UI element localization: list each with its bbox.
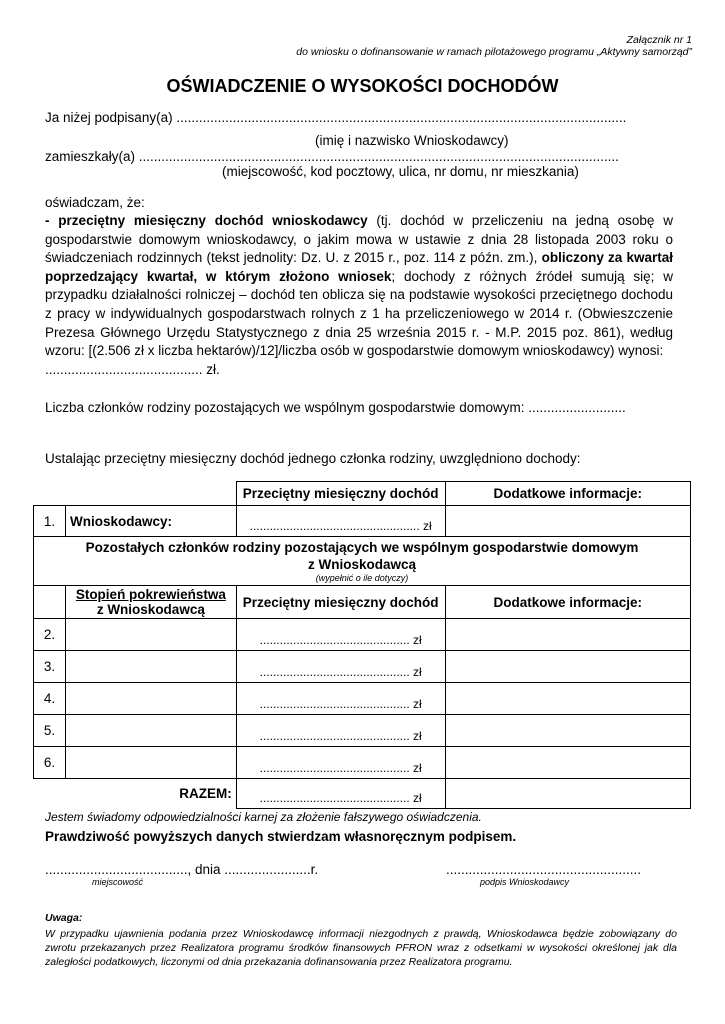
others-title xyxy=(34,537,691,586)
row-number: 1. xyxy=(34,506,66,537)
applicant-name-hint: (imię i nazwisko Wnioskodawcy) xyxy=(315,133,509,148)
place-hint: miejscowość xyxy=(92,877,144,887)
relation-field[interactable] xyxy=(65,651,236,683)
note-text: W przypadku ujawnienia podania przez Wnioskodawcę informacji niezgodnych z prawdą, Wnioskodawca będzie zobowiązany do zwrotu przekazanych przez Realizatora programu środków finansowych PFRON wraz z odsetkami w wysokości określonej jak dla zaległości podatkowych, liczonymi od dnia przekazania dofinansowania przez Realizatora programu. xyxy=(45,928,677,968)
col-info-header-2: Dodatkowe informacje: xyxy=(445,586,690,619)
signature-line[interactable]: .................................................... xyxy=(446,862,642,877)
others-title-row xyxy=(34,537,691,586)
declaration-text-1: (tj. dochód w przeliczeniu na jedną osobę w gospodarstwie domowym wnioskodawcy, o jakim mowa w ustawie z dnia 28 listopada 2003 roku o świadczeniach rodzinnych (tekst jednolity: Dz. U. z 2015 r., poz. 114 z późn. zm.), xyxy=(45,213,673,266)
total-info-field[interactable] xyxy=(445,779,690,809)
info-field[interactable] xyxy=(445,747,690,779)
col-relation-header xyxy=(65,586,236,619)
table-row xyxy=(34,747,691,779)
residence-line[interactable]: zamieszkały(a) ................................................................................................................................ xyxy=(45,149,619,164)
info-field[interactable] xyxy=(445,619,690,651)
members-count-line[interactable]: Liczba członków rodziny pozostających we wspólnym gospodarstwie domowym: .......................... xyxy=(45,400,626,415)
col-income-header: Przeciętny miesięczny dochód xyxy=(236,482,445,506)
applicant-income-field[interactable]: ................................................... zł xyxy=(236,506,445,537)
liability-statement: Jestem świadomy odpowiedzialności karnej za złożenie fałszywego oświadczenia. xyxy=(45,810,482,824)
info-field[interactable] xyxy=(445,651,690,683)
annex-description: do wniosku o dofinansowanie w ramach pilotażowego programu „Aktywny samorząd” xyxy=(296,46,692,58)
declaration-bold-2: obliczony za kwartał poprzedzający kwartał, w którym złożono wniosek xyxy=(45,250,673,284)
truth-statement: Prawdziwość powyższych danych stwierdzam własnoręcznym podpisem. xyxy=(45,829,517,844)
income-field[interactable]: ............................................. zł xyxy=(236,619,445,651)
signature-hint: podpis Wnioskodawcy xyxy=(480,877,570,887)
place-date-line[interactable]: ......................................, dnia .......................r. xyxy=(45,862,319,877)
total-income-field[interactable]: ............................................. zł xyxy=(236,779,445,809)
empty-number-header xyxy=(34,586,66,619)
note-title: Uwaga: xyxy=(45,912,83,924)
table-row xyxy=(34,683,691,715)
others-title-line-1: Pozostałych członków rodziny pozostających we wspólnym gospodarstwie domowym xyxy=(85,540,639,555)
applicant-label: Wnioskodawcy: xyxy=(65,506,236,537)
income-field[interactable]: ............................................. zł xyxy=(236,747,445,779)
total-label: RAZEM: xyxy=(65,779,236,809)
page-title: OŚWIADCZENIE O WYSOKOŚCI DOCHODÓW xyxy=(166,76,559,96)
declaration-income-fill[interactable]: .......................................... zł. xyxy=(45,361,220,377)
row-number: 3. xyxy=(34,651,66,683)
declaration-paragraph xyxy=(45,212,673,379)
others-title-line-2: z Wnioskodawcą xyxy=(307,557,417,572)
relation-field[interactable] xyxy=(65,683,236,715)
table-row xyxy=(34,619,691,651)
income-field[interactable]: ............................................. zł xyxy=(236,715,445,747)
applicant-info-field[interactable] xyxy=(445,506,690,537)
income-field[interactable]: ............................................. zł xyxy=(236,683,445,715)
relation-field[interactable] xyxy=(65,715,236,747)
col-relation-line-1: Stopień pokrewieństwa xyxy=(75,587,226,602)
col-income-header-2: Przeciętny miesięczny dochód xyxy=(236,586,445,619)
row-number: 6. xyxy=(34,747,66,779)
others-header-row xyxy=(34,586,691,619)
declaration-bold-1: - przeciętny miesięczny dochód wnioskodawcy xyxy=(45,213,368,228)
col-info-header: Dodatkowe informacje: xyxy=(445,482,690,506)
table-header-row xyxy=(34,482,691,506)
relation-field[interactable] xyxy=(65,747,236,779)
others-hint: (wypełnić o ile dotyczy) xyxy=(315,573,409,583)
residence-hint: (miejscowość, kod pocztowy, ulica, nr domu, nr mieszkania) xyxy=(222,164,579,179)
relation-field[interactable] xyxy=(65,619,236,651)
income-field[interactable]: ............................................. zł xyxy=(236,651,445,683)
income-table xyxy=(33,481,691,809)
applicant-name-line[interactable]: Ja niżej podpisany(a) ........................................................................................................................ xyxy=(45,110,627,125)
row-number: 2. xyxy=(34,619,66,651)
empty-header-cell xyxy=(34,482,237,506)
table-row xyxy=(34,715,691,747)
info-field[interactable] xyxy=(445,715,690,747)
table-intro: Ustalając przeciętny miesięczny dochód jednego członka rodziny, uwzględniono dochody: xyxy=(45,451,581,466)
info-field[interactable] xyxy=(445,683,690,715)
annex-number: Załącznik nr 1 xyxy=(626,34,692,46)
declaration-text-2: ; dochody z różnych źródeł sumują się; w przypadku działalności rolniczej – dochód ten oblicza się na podstawie wysokości przeciętnego dochodu z pracy w indywidualnych gospodarstwach rolnych z 1 ha przeliczeniowego w 2014 r. (Obwieszczenie Prezesa Głównego Urzędu Statystycznego z dnia 25 września 2015 r. - M.P. 2015 poz. 861), według wzoru: [(2.506 zł x liczba hektarów)/12]/liczba osób w gospodarstwie domowym wnioskodawcy) wynosi: xyxy=(45,268,673,359)
col-relation-line-2: z Wnioskodawcą xyxy=(96,602,205,617)
table-row-applicant xyxy=(34,506,691,537)
total-row xyxy=(34,779,691,809)
empty-total-cell xyxy=(34,779,66,809)
declaration-intro: oświadczam, że: xyxy=(45,195,145,210)
row-number: 5. xyxy=(34,715,66,747)
table-row xyxy=(34,651,691,683)
row-number: 4. xyxy=(34,683,66,715)
